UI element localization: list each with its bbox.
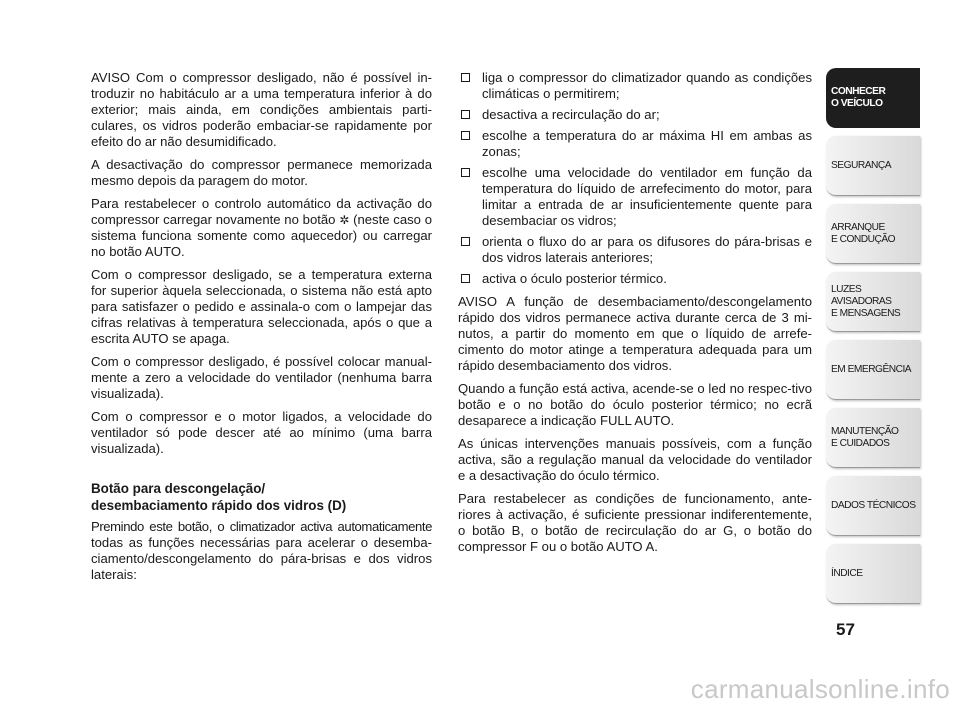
tab-seguranca[interactable]: SEGURANÇA — [826, 136, 920, 196]
checkbox-bullet-icon — [461, 274, 470, 283]
paragraph-warning-defrost: AVISO A função de desembaciamento/descongelamento rápido dos vidros permanece activa durante cerca de 3 mi-nutos, a partir do momento em que o líquido de arrefe-cimento do motor atinge a temperatura adequada para um rápido desembaciamento dos vidros. — [458, 294, 812, 373]
list-item: escolhe uma velocidade do ventilador em função da temperatura do líquido de arrefecimento do motor, para limitar a entrada de ar insuficientemente quente para desembaciar os vidros; — [458, 165, 812, 229]
paragraph-restore-conditions: Para restabelecer as condições de funcionamento, ante-riores à activação, é suficiente pressionar indiferentemente, o botão B, o botão de recirculação do ar G, o botão do compressor F ou o botão AUTO A. — [458, 491, 812, 554]
right-text-column — [458, 70, 812, 562]
left-text-column — [91, 70, 432, 590]
checkbox-bullet-icon — [461, 168, 470, 177]
tab-arranque-e-conducao[interactable]: ARRANQUE E CONDUÇÃO — [826, 204, 920, 264]
tab-conhecer-o-veiculo[interactable]: CONHECER O VEÍCULO — [826, 68, 920, 128]
chapter-sidebar — [826, 68, 920, 612]
checkbox-bullet-icon — [461, 237, 470, 246]
tab-manutencao-e-cuidados[interactable]: MANUTENÇÃO E CUIDADOS — [826, 408, 920, 468]
paragraph-manual-interventions: As únicas intervenções manuais possíveis, com a função activa, são a regulação manual da velocidade do ventilador e a desactivação do óculo térmico. — [458, 436, 812, 483]
section-heading: Botão para descongelação/ desembaciamento rápido dos vidros (D) — [91, 481, 347, 513]
paragraph-memorized: A desactivação do compressor permanece memorizada mesmo depois da paragem do motor. — [91, 157, 432, 188]
tab-indice[interactable]: ÍNDICE — [826, 544, 920, 604]
list-item: escolhe a temperatura do ar máxima HI em ambas as zonas; — [458, 128, 812, 160]
paragraph-led-active: Quando a função está activa, acende-se o led no respec-tivo botão e o no botão do óculo posterior térmico; no ecrã desaparece a indicação FULL AUTO. — [458, 381, 812, 428]
list-item: orienta o fluxo do ar para os difusores do pára-brisas e dos vidros laterais anteriores; — [458, 234, 812, 266]
paragraph-defrost-intro: Premindo este botão, o climatizador activa automaticamente todas as funções necessárias para acelerar o desemba-ciamento/descongelamento do pára-brisas e dos vidros laterais: — [91, 519, 432, 582]
page-number: 57 — [836, 620, 855, 639]
paragraph-fan-min: Com o compressor e o motor ligados, a velocidade do ventilador só pode descer até ao mínimo (uma barra visualizada). — [91, 409, 432, 456]
checkbox-bullet-icon — [461, 73, 470, 82]
paragraph-external-temp: Com o compressor desligado, se a temperatura externa for superior àquela seleccionada, o sistema não está apto para satisfazer o pedido e assinala-o com o lampejar das cifras relativas à temperatura seleccionada, após o que a escrita AUTO se apaga. — [91, 267, 432, 346]
paragraph-fan-zero: Com o compressor desligado, é possível colocar manual-mente a zero a velocidade do ventilador (nenhuma barra visualizada). — [91, 354, 432, 401]
tab-luzes-avisadoras[interactable]: LUZES AVISADORAS E MENSAGENS — [826, 272, 920, 332]
watermark-text: carmanualsonline.info — [690, 674, 950, 704]
paragraph-warning-compressor: AVISO Com o compressor desligado, não é possível in-troduzir no habitáculo ar a uma temperatura inferior à do exterior; mais ainda, em condições ambientais parti-culares, os vidros poderão embaciar-se rapidamente por efeito do ar não desumidificado. — [91, 70, 432, 149]
checkbox-bullet-icon — [461, 131, 470, 140]
list-item: liga o compressor do climatizador quando as condições climáticas o permitirem; — [458, 70, 812, 102]
paragraph-restore-control: Para restabelecer o controlo automático da activação do compressor carregar novamente no botão ✲ (neste caso o sistema funciona somente como aquecedor) ou carregar no botão AUTO. — [91, 196, 433, 259]
tab-em-emergencia[interactable]: EM EMERGÊNCIA — [826, 340, 920, 400]
compressor-icon: ✲ — [339, 213, 350, 227]
list-item: desactiva a recirculação do ar; — [458, 107, 812, 123]
tab-dados-tecnicos[interactable]: DADOS TÉCNICOS — [826, 476, 920, 536]
checkbox-bullet-icon — [461, 110, 470, 119]
defrost-functions-list — [458, 70, 812, 287]
list-item: activa o óculo posterior térmico. — [458, 271, 812, 287]
